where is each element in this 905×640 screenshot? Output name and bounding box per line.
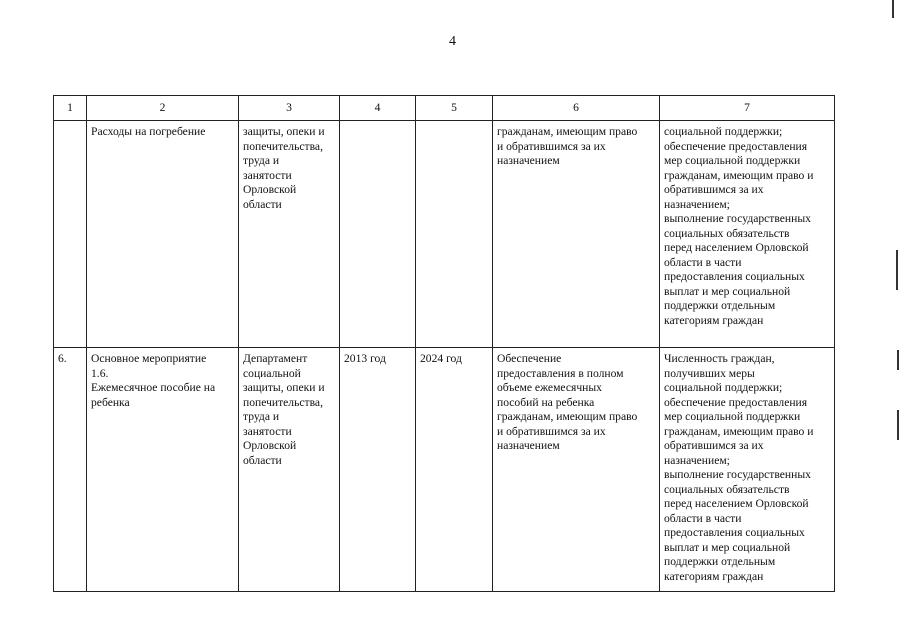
scan-edge-mark xyxy=(896,250,898,290)
end-year-cell: 2024 год xyxy=(416,348,493,592)
header-cell-2: 2 xyxy=(87,96,239,121)
table-row xyxy=(54,121,835,348)
start-year-cell xyxy=(340,121,416,348)
header-cell-7: 7 xyxy=(660,96,835,121)
indicator-cell: социальной поддержки; обеспечение предоставления мер социальной поддержки гражданам, имеющим право и обратившимся за их назначением; выполнение государственных социальных обязательств перед населением Орловской области в части предоставления социальных выплат и мер социальной поддержки отдельным категориям граждан xyxy=(660,121,835,348)
row-number-cell xyxy=(54,121,87,348)
executor-cell: Департамент социальной защиты, опеки и попечительства, труда и занятости Орловской области xyxy=(239,348,340,592)
header-cell-4: 4 xyxy=(340,96,416,121)
executor-cell: защиты, опеки и попечительства, труда и занятости Орловской области xyxy=(239,121,340,348)
scan-edge-mark xyxy=(897,350,899,370)
row-number-cell: 6. xyxy=(54,348,87,592)
start-year-cell: 2013 год xyxy=(340,348,416,592)
activity-name-cell: Основное мероприятие 1.6. Ежемесячное пособие на ребенка xyxy=(87,348,239,592)
table-header-row xyxy=(54,96,835,121)
header-cell-6: 6 xyxy=(493,96,660,121)
expected-result-cell: Обеспечение предоставления в полном объеме ежемесячных пособий на ребенка гражданам, имеющим право и обратившимся за их назначением xyxy=(493,348,660,592)
program-table xyxy=(53,95,835,592)
activity-name-cell: Расходы на погребение xyxy=(87,121,239,348)
header-cell-3: 3 xyxy=(239,96,340,121)
page-number: 4 xyxy=(449,34,456,49)
header-cell-5: 5 xyxy=(416,96,493,121)
table-row xyxy=(54,348,835,592)
scan-edge-mark xyxy=(897,410,899,440)
end-year-cell xyxy=(416,121,493,348)
header-cell-1: 1 xyxy=(54,96,87,121)
indicator-cell: Численность граждан, получивших меры социальной поддержки; обеспечение предоставления мер социальной поддержки гражданам, имеющим право и обратившимся за их назначением; выполнение государственных социальных обязательств перед населением Орловской области в части предоставления социальных выплат и мер социальной поддержки отдельным категориям граждан xyxy=(660,348,835,592)
scan-edge-mark xyxy=(892,0,894,18)
expected-result-cell: гражданам, имеющим право и обратившимся за их назначением xyxy=(493,121,660,348)
